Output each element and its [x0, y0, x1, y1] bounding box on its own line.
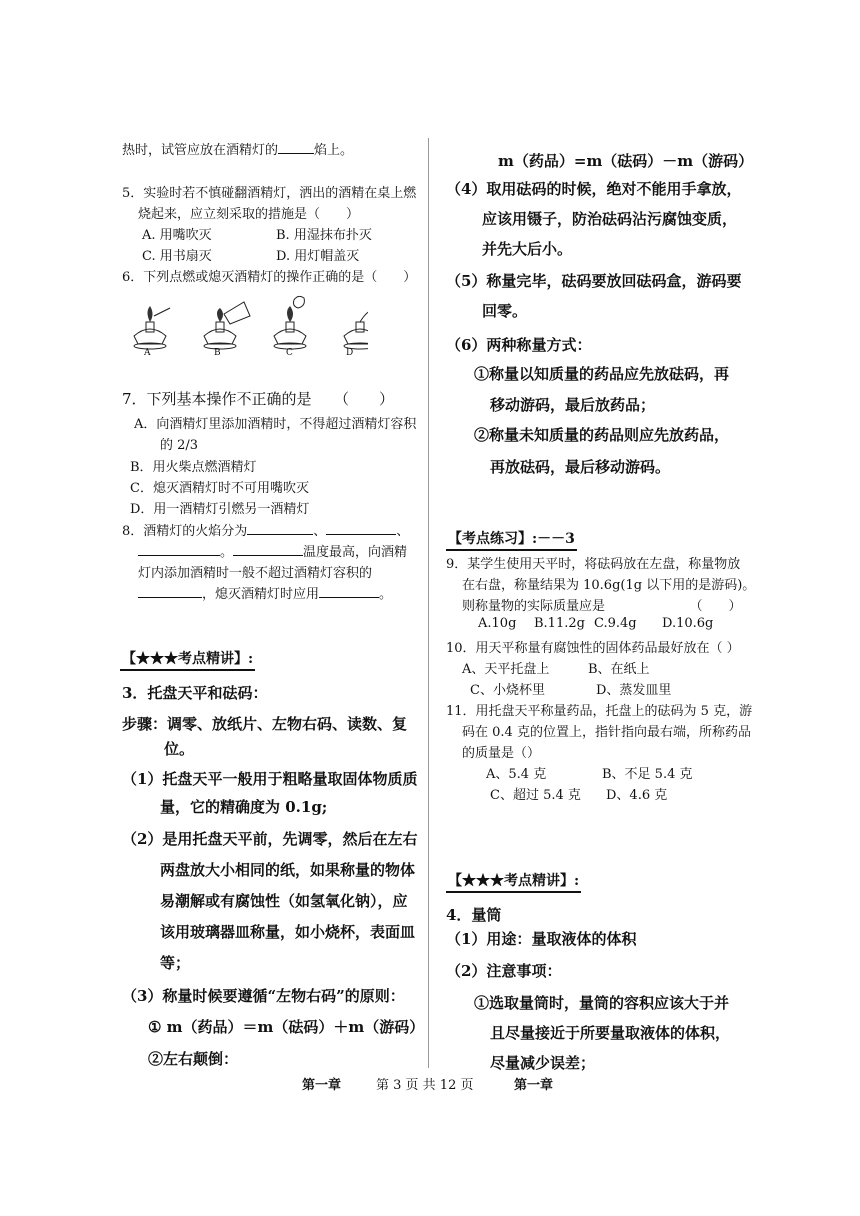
q5-stem-2: 烧起来，应立刻采取的措施是（ ）: [138, 207, 360, 222]
q5-option-a: A. 用嘴吹灭: [142, 228, 212, 243]
lamp-c-figure: [274, 306, 306, 349]
heading-3: 3．托盘天平和砝码：: [122, 684, 268, 702]
heading-4: 4．量筒: [446, 906, 502, 924]
footer-chapter-left: 第一章: [302, 1078, 342, 1093]
q11-option-b: B、不足 5.4 克: [602, 767, 693, 782]
steps-line-1: 步骤：调零、放纸片、左物右码、读数、复: [122, 715, 408, 733]
q4-tail: [122, 139, 353, 158]
q5-option-c: C. 用书扇灭: [142, 249, 212, 264]
text: 焰上。: [314, 143, 354, 158]
q8-line-1: [122, 520, 409, 539]
point-1-line-1: （1）托盘天平一般用于粗略量取固体物质质: [122, 770, 418, 788]
point-2-line-2: 两盘放大小相同的纸，如果称量的物体: [160, 861, 416, 879]
q11-line-3: 的质量是（）: [462, 746, 541, 761]
blank: [319, 597, 379, 598]
point-5-line-2: 回零。: [482, 302, 528, 320]
q7-option-a: A．向酒精灯里添加酒精时，不得超过酒精灯容积: [134, 417, 417, 432]
point-2-line-4: 该用玻璃器皿称量，如小烧杯，表面皿: [160, 923, 416, 941]
q10-option-c: C、小烧杯里: [470, 683, 545, 698]
text: 热时，试管应放在酒精灯的: [122, 143, 279, 158]
q8-line-2: [138, 541, 407, 560]
q6-label-d: D: [346, 348, 354, 358]
q7-stem: 7．下列基本操作不正确的是 （ ）: [122, 390, 395, 408]
blank: [233, 555, 303, 556]
q7-option-d: D．用一酒精灯引燃另一酒精灯: [130, 502, 310, 517]
formula-1: ① m（药品）＝m（砝码）＋m（游码）: [148, 1018, 425, 1036]
lamp-d-figure: [344, 310, 368, 349]
alcohol-lamp-figures: [128, 292, 368, 356]
blank: [138, 555, 220, 556]
q11-option-c: C、超过 5.4 克: [490, 788, 581, 803]
lamp-b-figure: [204, 296, 304, 349]
usage-2: （2）注意事项：: [446, 962, 562, 980]
blank: [326, 534, 396, 535]
footer-page-number: 第 3 页 共 12 页: [376, 1078, 474, 1093]
text: 、: [313, 524, 327, 539]
q11-option-d: D、4.6 克: [606, 788, 668, 803]
point-4-line-1: （4）取用砝码的时候，绝对不能用手拿放，: [446, 180, 742, 198]
q10-option-d: D、蒸发皿里: [596, 683, 672, 698]
section-heading: 【★★★考点精讲】:: [120, 648, 255, 671]
q10-option-a: A、天平托盘上: [462, 662, 550, 677]
lamp-a-figure: [134, 306, 170, 349]
usage-2-sub-1-cont-2: 尽量减少误差；: [490, 1054, 596, 1072]
usage-2-sub-1: ①选取量筒时，量筒的容积应该大于并: [474, 994, 730, 1012]
q5-stem: 5．实验时若不慎碰翻酒精灯，洒出的酒精在桌上燃: [122, 186, 417, 201]
text: 。: [220, 545, 234, 560]
point-2-line-1: （2）是用托盘天平前，先调零，然后在左右: [122, 830, 418, 848]
q10-option-b: B、在纸上: [588, 662, 650, 677]
steps-line-2: 位。: [164, 740, 195, 758]
q9-option-b: B.11.2g: [534, 616, 585, 631]
q5-option-d: D. 用灯帽盖灭: [276, 249, 360, 264]
q7-option-a-cont: 的 2/3: [160, 438, 199, 453]
q11-option-a: A、5.4 克: [486, 767, 547, 782]
point-3: （3）称量时候要遵循“左物右码”的原则：: [122, 987, 405, 1005]
point-2-line-3: 易潮解或有腐蚀性（如氢氧化钠），应: [160, 892, 408, 910]
usage-2-sub-1-cont: 且尽量接近于所要量取液体的体积，: [490, 1024, 731, 1042]
point-1-line-2: 量，它的精确度为 0.1g;: [160, 798, 328, 816]
q8-line-4: [138, 583, 392, 602]
column-divider: [428, 138, 429, 1068]
q9-line-3: 则称量物的实际质量应是 （ ）: [462, 599, 742, 614]
usage-1: （1）用途：量取液体的体积: [446, 930, 637, 948]
q10-stem: 10．用天平称量有腐蚀性的固体药品最好放在（ ）: [446, 641, 740, 656]
point-5-line-1: （5）称量完毕，砝码要放回砝码盒，游码要: [446, 272, 742, 290]
q7-option-b: B．用火柴点燃酒精灯: [130, 460, 257, 475]
point-6-sub-1-cont: 移动游码，最后放药品；: [490, 396, 656, 414]
q9-option-d: D.10.6g: [662, 616, 714, 631]
q6-label-b: B: [214, 348, 221, 358]
q6-stem: 6．下列点燃或熄灭酒精灯的操作正确的是（ ）: [122, 270, 417, 285]
formula-2: m（药品）=m（砝码）－m（游码）: [498, 152, 754, 170]
q5-option-b: B. 用湿抹布扑灭: [276, 228, 372, 243]
point-6-sub-2: ②称量未知质量的药品则应先放药品，: [474, 426, 730, 444]
point-4-line-2: 应该用镊子，防治砝码沾污腐蚀变质，: [482, 210, 738, 228]
blank: [278, 153, 314, 154]
point-6-sub-2-cont: 再放砝码，最后移动游码。: [490, 458, 671, 476]
q9-line-2: 在右盘，称量结果为 10.6g(1g 以下用的是游码)。: [462, 578, 756, 593]
point-2-line-5: 等；: [160, 954, 191, 972]
point-6-sub-1: ①称量以知质量的药品应先放砝码，再: [474, 365, 730, 383]
q11-line-1: 11．用托盘天平称量药品，托盘上的砝码为 5 克，游: [446, 704, 753, 719]
q8-line-3: 灯内添加酒精时一般不超过酒精灯容积的: [138, 566, 373, 581]
point-6: （6）两种称量方式：: [446, 336, 592, 354]
text: ，熄灭酒精灯时应用: [202, 587, 320, 602]
text: 。: [379, 587, 393, 602]
q9-line-1: 9．某学生使用天平时，将砝码放在左盘，称量物放: [446, 557, 741, 572]
blank: [138, 597, 202, 598]
text: 温度最高，向酒精: [303, 545, 408, 560]
q6-label-a: A: [144, 348, 151, 358]
q11-line-2: 码在 0.4 克的位置上，指针指向最右端，所称药品: [462, 725, 751, 740]
q7-option-c: C．熄灭酒精灯时不可用嘴吹灭: [130, 481, 309, 496]
section-heading-2: 【★★★考点精讲】:: [446, 870, 581, 893]
text: 8．酒精灯的火焰分为: [122, 524, 248, 539]
practice-heading: 【考点练习】:－－3: [446, 528, 577, 551]
point-3-sub-2: ②左右颠倒：: [148, 1050, 239, 1068]
q9-option-a: A.10g: [478, 616, 517, 631]
text: 、: [396, 524, 410, 539]
footer-chapter-right: 第一章: [514, 1078, 554, 1093]
blank: [247, 534, 313, 535]
q6-label-c: C: [286, 348, 293, 358]
point-4-line-3: 并先大后小。: [482, 240, 573, 258]
q9-option-c: C.9.4g: [594, 616, 637, 631]
